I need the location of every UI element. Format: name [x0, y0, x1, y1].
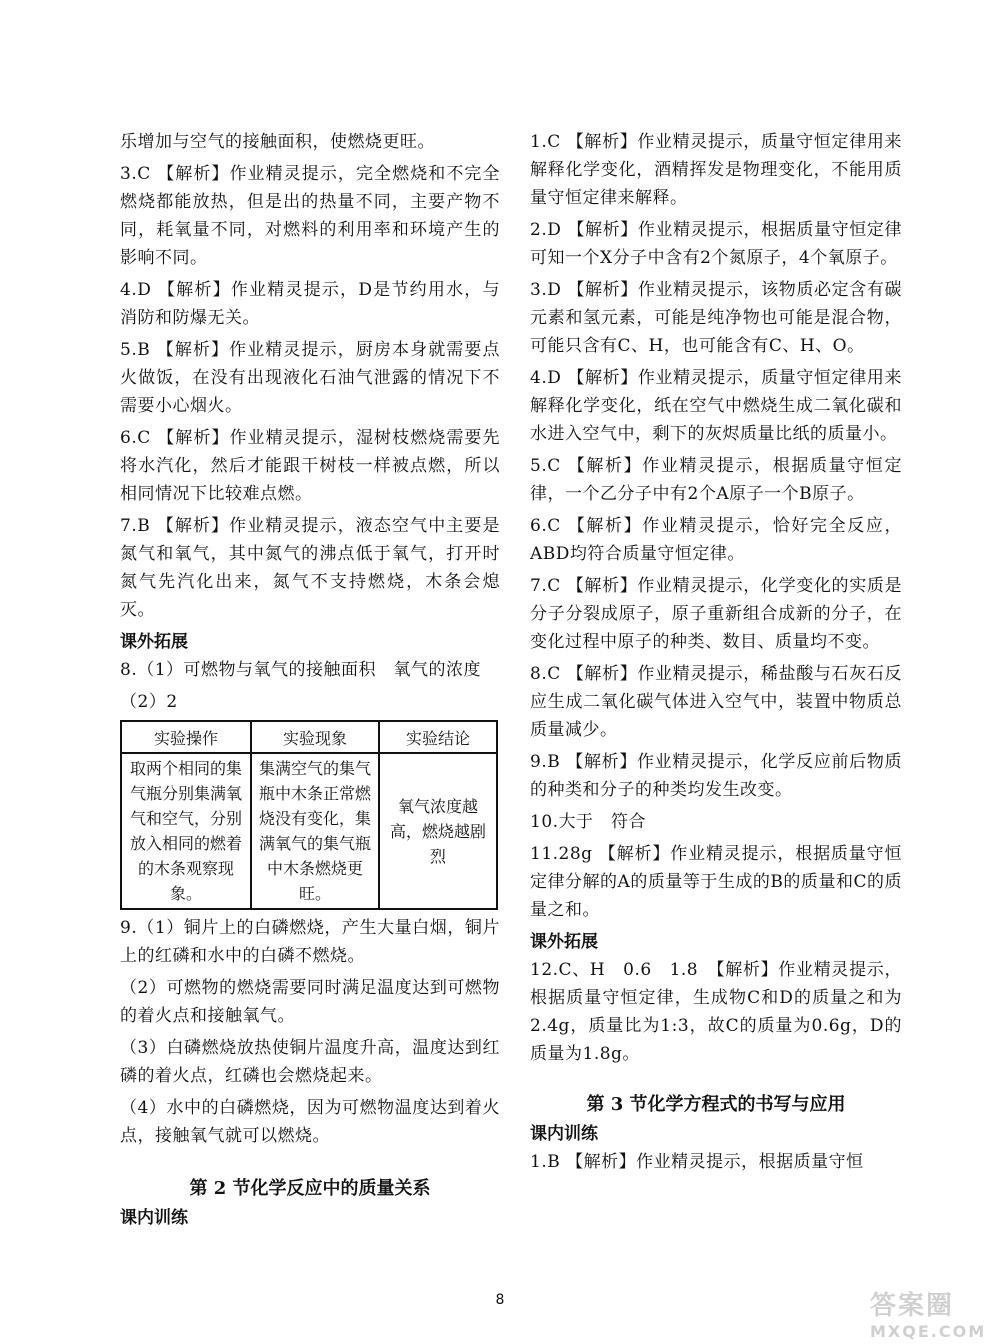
answer-3: 3.C 【解析】作业精灵提示，完全燃烧和不完全燃烧都能放热，但是出的热量不同，主要产物不同，耗氧量不同，对燃料的利用率和环境产生的影响不同。 — [120, 164, 500, 268]
extra-heading: 课外拓展 — [120, 632, 188, 652]
experiment-table — [120, 720, 498, 910]
answer-9-2: （2）可燃物的燃烧需要同时满足温度达到可燃物的着火点和接触氧气。 — [120, 978, 500, 1026]
answer-6: 6.C 【解析】作业精灵提示，湿树枝燃烧需要先将水汽化，然后才能跟干树枝一样被点燃，所以相同情况下比较难点燃。 — [120, 428, 500, 504]
answer-5: 5.B 【解析】作业精灵提示，厨房本身就需要点火做饭，在没有出现液化石油气泄露的情况下不需要小心烟火。 — [120, 340, 500, 416]
answer-8: 8.（1）可燃物与氧气的接触面积 氧气的浓度 — [120, 660, 482, 680]
answer-r9: 9.B 【解析】作业精灵提示，化学反应前后物质的种类和分子的种类均发生改变。 — [530, 752, 902, 800]
section-title-2: 第 2 节化学反应中的质量关系 — [189, 1178, 431, 1199]
watermark-text: 答案圈 — [870, 1291, 955, 1321]
answer-r7: 7.C 【解析】作业精灵提示，化学变化的实质是分子分裂成原子，原子重新组合成新的分子，在变化过程中原子的种类、数目、质量均不变。 — [530, 576, 902, 652]
table-cell-operation: 取两个相同的集气瓶分别集满氧气和空气，分别放入相同的燃着的木条观察现象。 — [121, 753, 251, 909]
answer-r6: 6.C 【解析】作业精灵提示，恰好完全反应，ABD均符合质量守恒定律。 — [530, 516, 902, 564]
answer-r12: 12.C、H 0.6 1.8 【解析】作业精灵提示，根据质量守恒定律，生成物C和D的质量之和为2.4g，质量比为1:3，故C的质量为0.6g，D的质量为1.8g。 — [530, 960, 902, 1064]
table-header-phenomenon: 实验现象 — [251, 721, 379, 753]
answer-r11: 11.28g 【解析】作业精灵提示，根据质量守恒定律分解的A的质量等于生成的B的质量和C的质量之和。 — [530, 844, 902, 920]
answer-s3-1: 1.B 【解析】作业精灵提示，根据质量守恒 — [530, 1152, 864, 1172]
answer-9-3: （3）白磷燃烧放热使铜片温度升高，温度达到红磷的着火点，红磷也会燃烧起来。 — [120, 1038, 500, 1086]
answer-4: 4.D 【解析】作业精灵提示，D是节约用水，与消防和防爆无关。 — [120, 280, 500, 328]
page-number: 8 — [495, 1292, 505, 1308]
answer-continued: 乐增加与空气的接触面积，使燃烧更旺。 — [120, 132, 435, 152]
left-column — [120, 128, 500, 1232]
answer-r2: 2.D 【解析】作业精灵提示，根据质量守恒定律可知一个X分子中含有2个氮原子，4个氧原子。 — [530, 220, 902, 268]
answer-r1: 1.C 【解析】作业精灵提示，质量守恒定律用来解释化学变化，酒精挥发是物理变化，不能用质量守恒定律来解释。 — [530, 132, 902, 208]
table-cell-phenomenon: 集满空气的集气瓶中木条正常燃烧没有变化，集满氧气的集气瓶中木条燃烧更旺。 — [251, 753, 379, 909]
answer-7: 7.B 【解析】作业精灵提示，液态空气中主要是氮气和氧气，其中氮气的沸点低于氧气，打开时氮气先汽化出来，氮气不支持燃烧，木条会熄灭。 — [120, 516, 500, 620]
answer-8-2: （2）2 — [120, 692, 178, 712]
class-heading-right: 课内训练 — [530, 1124, 598, 1144]
section-title-3: 第 3 节化学方程式的书写与应用 — [586, 1094, 846, 1115]
answer-r8: 8.C 【解析】作业精灵提示，稀盐酸与石灰石反应生成二氧化碳气体进入空气中，装置中物质总质量减少。 — [530, 664, 902, 740]
watermark-url: MXQE.COM — [870, 1322, 987, 1341]
table-header-conclusion: 实验结论 — [379, 721, 497, 753]
class-heading: 课内训练 — [120, 1208, 188, 1228]
answer-9-1: 9.（1）铜片上的白磷燃烧，产生大量白烟，铜片上的红磷和水中的白磷不燃烧。 — [120, 918, 500, 966]
right-column — [530, 128, 902, 1180]
answer-r10: 10.大于 符合 — [530, 812, 647, 832]
table-header-operation: 实验操作 — [121, 721, 251, 753]
answer-r3: 3.D 【解析】作业精灵提示，该物质必定含有碳元素和氢元素，可能是纯净物也可能是混合物，可能只含有C、H，也可能含有C、H、O。 — [530, 280, 902, 356]
answer-r4: 4.D 【解析】作业精灵提示，质量守恒定律用来解释化学变化，纸在空气中燃烧生成二氧化碳和水进入空气中，剩下的灰烬质量比纸的质量小。 — [530, 368, 902, 444]
answer-9-4: （4）水中的白磷燃烧，因为可燃物温度达到着火点，接触氧气就可以燃烧。 — [120, 1098, 500, 1146]
extra-heading-right: 课外拓展 — [530, 932, 598, 952]
answer-r5: 5.C 【解析】作业精灵提示，根据质量守恒定律，一个乙分子中有2个A原子一个B原子。 — [530, 456, 902, 504]
table-cell-conclusion: 氧气浓度越高，燃烧越剧烈 — [379, 753, 497, 909]
watermark-logo — [870, 1285, 990, 1341]
